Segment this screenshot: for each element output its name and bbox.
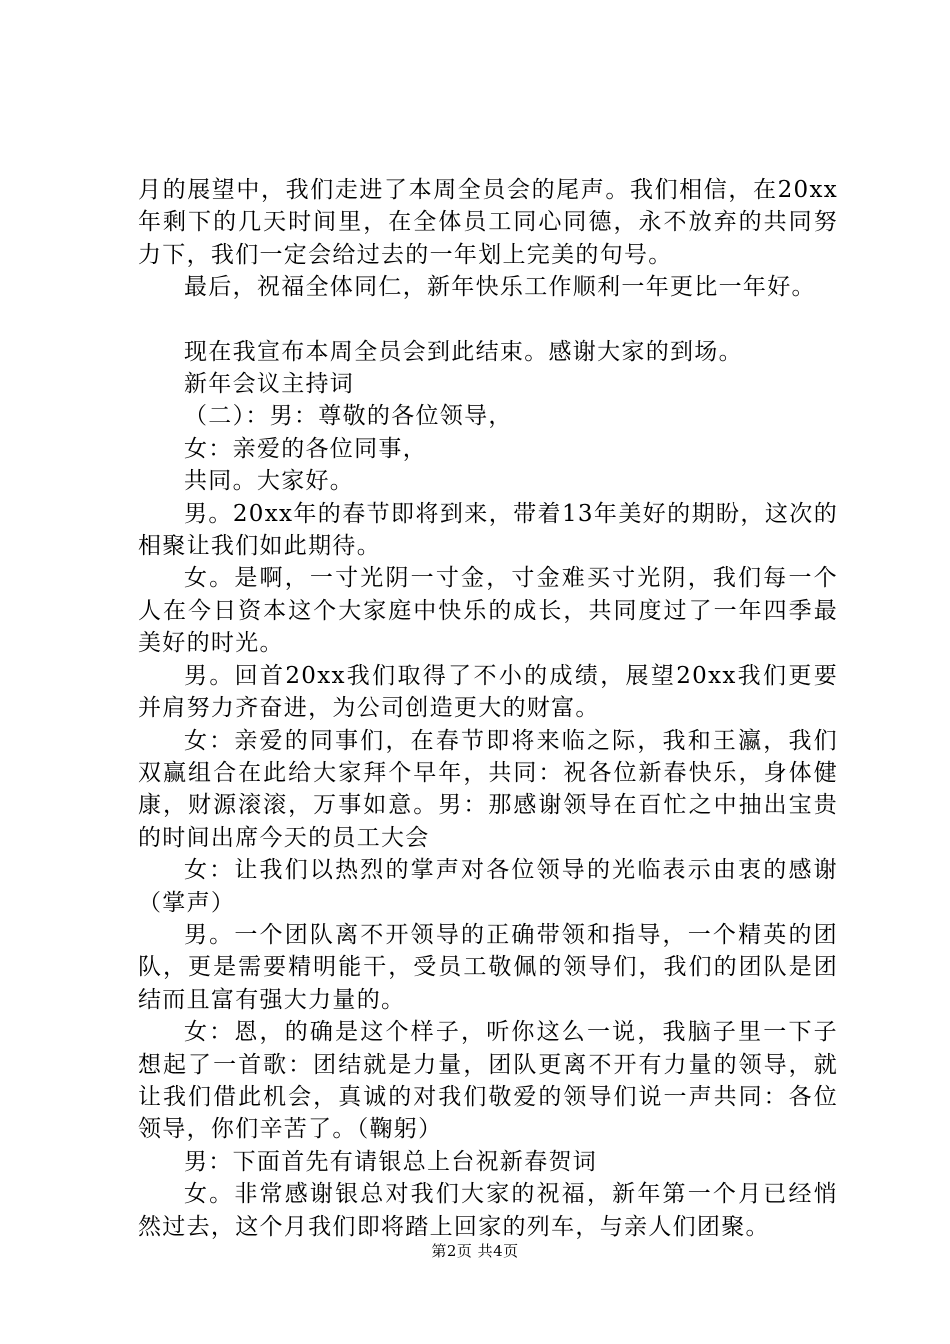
page-number-footer: 第2页 共4页: [431, 1242, 519, 1260]
paragraph-closing-wish: 最后，祝福全体同仁，新年快乐工作顺利一年更比一年好。: [184, 274, 816, 301]
section-heading: 新年会议主持词: [184, 371, 355, 398]
paragraph-gap: [138, 304, 838, 336]
paragraph-meeting-end: 现在我宣布本周全员会到此结束。感谢大家的到场。: [184, 338, 743, 365]
paragraph-line: 共同。大家好。: [184, 468, 355, 495]
paragraph-line: 女：亲爱的各位同事，: [184, 435, 427, 462]
paragraph-line: 男：下面首先有请银总上台祝新春贺词: [184, 1148, 598, 1175]
paragraph-line: 女：恩，的确是这个样子，听你这么一说，我脑子里一下子想起了一首歌：团结就是力量，团队更离不开有力量的领导，就让我们借此机会，真诚的对我们敬爱的领导们说一声共同：各位领导，你们辛苦了。（鞠躬）: [138, 1019, 838, 1143]
paragraph-line: （二）：男：尊敬的各位领导，: [184, 403, 513, 430]
paragraph-line: 男。一个团队离不开领导的正确带领和指导，一个精英的团队，更是需要精明能干，受员工敬佩的领导们，我们的团队是团结而且富有强大力量的。: [138, 921, 838, 1013]
document-body: [138, 174, 838, 1243]
paragraph-line: 男。20xx年的春节即将到来，带着13年美好的期盼，这次的相聚让我们如此期待。: [138, 500, 838, 560]
paragraph-line: 女：让我们以热烈的掌声对各位领导的光临表示由衷的感谢（掌声）: [138, 857, 838, 916]
paragraph-line: 男。回首20xx我们取得了不小的成绩，展望20xx我们更要并肩努力齐奋进，为公司创造更大的财富。: [138, 662, 838, 722]
paragraph-line: 女。是啊，一寸光阴一寸金，寸金难买寸光阴，我们每一个人在今日资本这个大家庭中快乐的成长，共同度过了一年四季最美好的时光。: [138, 565, 838, 657]
paragraph-continuation: 月的展望中，我们走进了本周全员会的尾声。我们相信，在20xx年剩下的几天时间里，在全体员工同心同德，永不放弃的共同努力下，我们一定会给过去的一年划上完美的句号。: [138, 177, 838, 268]
paragraph-line: 女：亲爱的同事们，在春节即将来临之际，我和王瀛，我们双赢组合在此给大家拜个早年，共同：祝各位新春快乐，身体健康，财源滚滚，万事如意。男：那感谢领导在百忙之中抽出宝贵的时间出席今天的员工大会: [138, 727, 838, 851]
paragraph-line: 女。非常感谢银总对我们大家的祝福，新年第一个月已经悄然过去，这个月我们即将踏上回家的列车，与亲人们团聚。: [138, 1181, 838, 1240]
